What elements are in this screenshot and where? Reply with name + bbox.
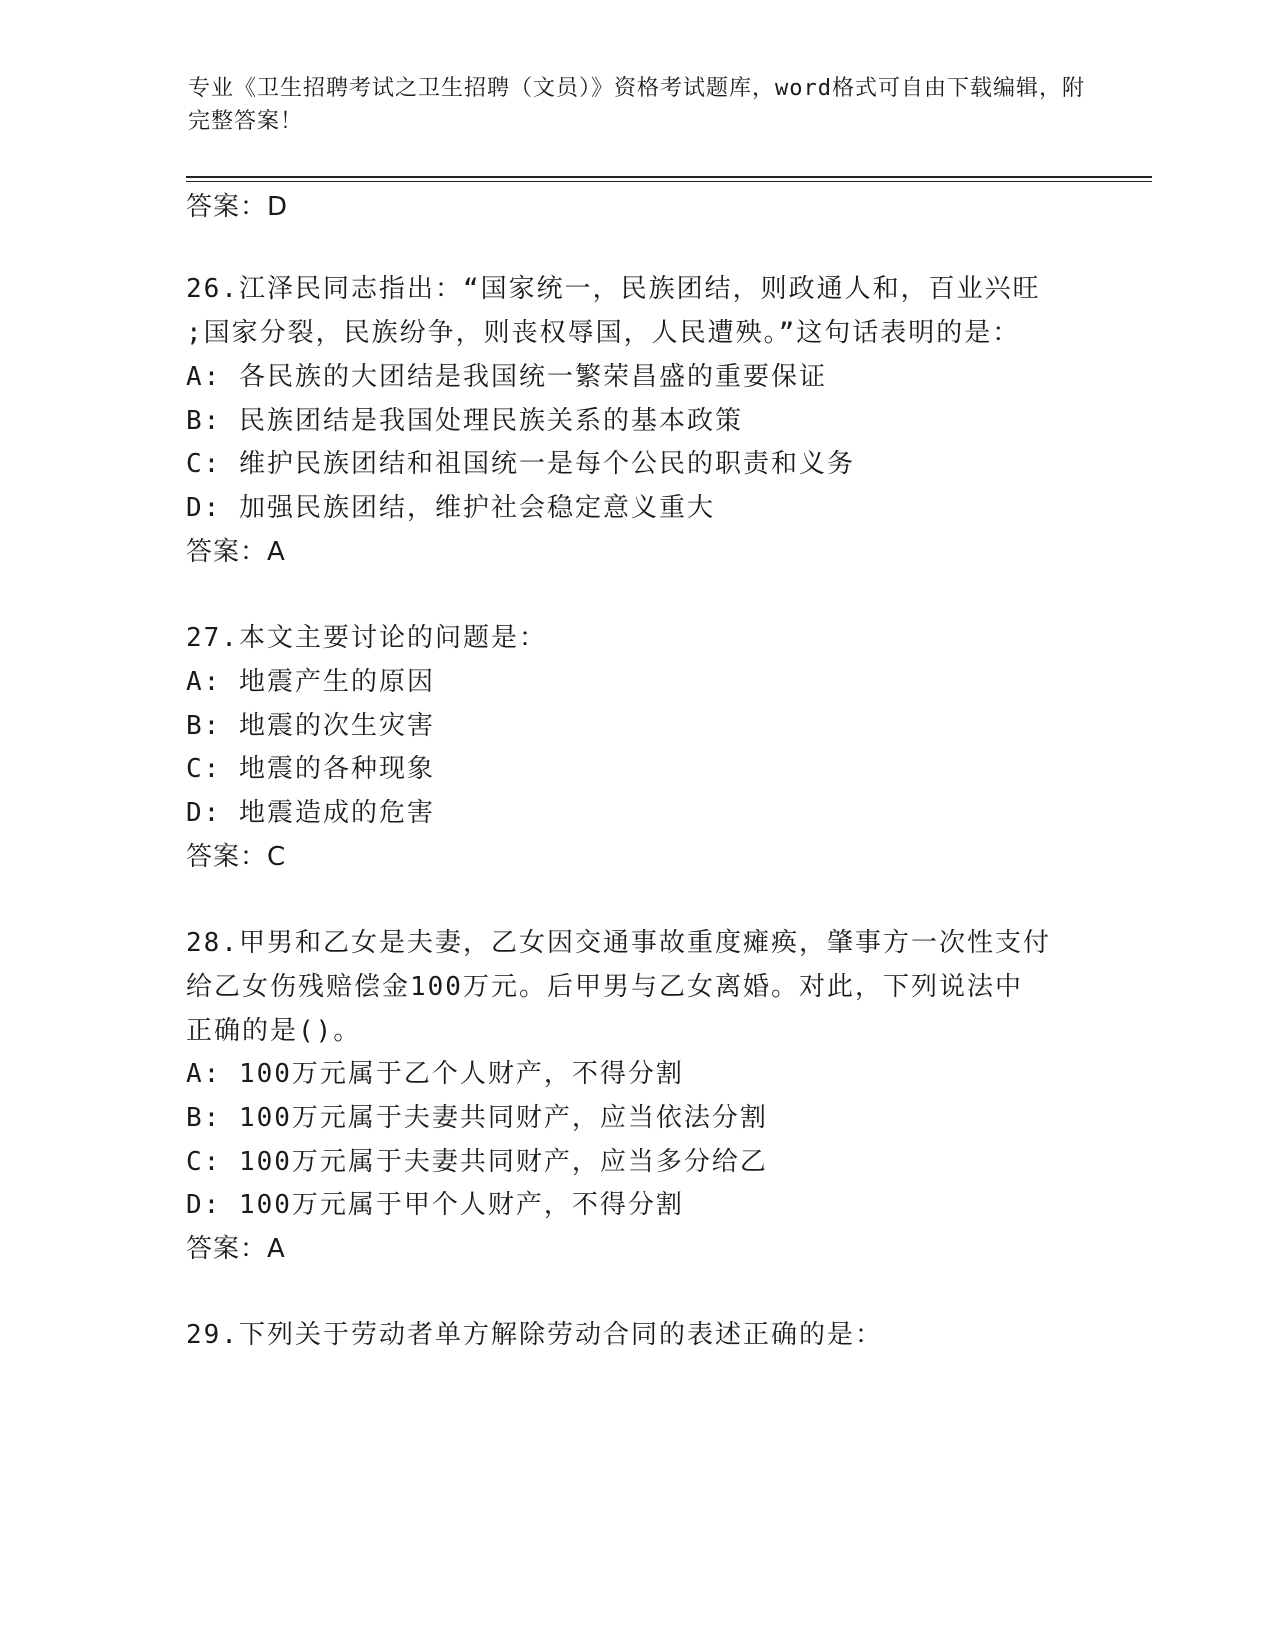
question-stem: 26.江泽民同志指出：“国家统一，民族团结，则政通人和，百业兴旺 [186,274,1041,304]
option-b: B: 民族团结是我国处理民族关系的基本政策 [186,406,743,436]
option-d: D: 100万元属于甲个人财产，不得分割 [186,1190,684,1220]
header-rule-thin [186,181,1152,182]
question-stem: 正确的是()。 [186,1016,362,1046]
option-a: A: 各民族的大团结是我国统一繁荣昌盛的重要保证 [186,362,827,392]
header-rule-thick [186,176,1152,178]
answer-q25: 答案：D [186,192,289,222]
option-d: D: 地震造成的危害 [186,798,435,828]
answer-q27: 答案：C [186,842,287,872]
question-stem: 29.下列关于劳动者单方解除劳动合同的表述正确的是： [186,1320,883,1350]
option-b: B: 地震的次生灾害 [186,711,435,741]
option-b: B: 100万元属于夫妻共同财产，应当依法分割 [186,1103,768,1133]
page-header: 专业《卫生招聘考试之卫生招聘（文员）》资格考试题库，word格式可自由下载编辑，附完整答案！ [188,76,1085,134]
question-stem: 给乙女伤残赔偿金100万元。后甲男与乙女离婚。对此，下列说法中 [186,972,1023,1002]
option-a: A: 100万元属于乙个人财产，不得分割 [186,1059,684,1089]
question-stem: ;国家分裂，民族纷争，则丧权辱国，人民遭殃。”这句话表明的是： [186,318,1021,348]
option-d: D: 加强民族团结，维护社会稳定意义重大 [186,493,715,523]
question-stem: 27.本文主要讨论的问题是： [186,623,547,653]
option-c: C: 地震的各种现象 [186,754,435,784]
option-c: C: 维护民族团结和祖国统一是每个公民的职责和义务 [186,449,855,479]
option-a: A: 地震产生的原因 [186,667,435,697]
answer-q26: 答案：A [186,537,286,567]
answer-q28: 答案：A [186,1234,286,1264]
option-c: C: 100万元属于夫妻共同财产，应当多分给乙 [186,1147,768,1177]
question-stem: 28.甲男和乙女是夫妻，乙女因交通事故重度瘫痪，肇事方一次性支付 [186,928,1051,958]
